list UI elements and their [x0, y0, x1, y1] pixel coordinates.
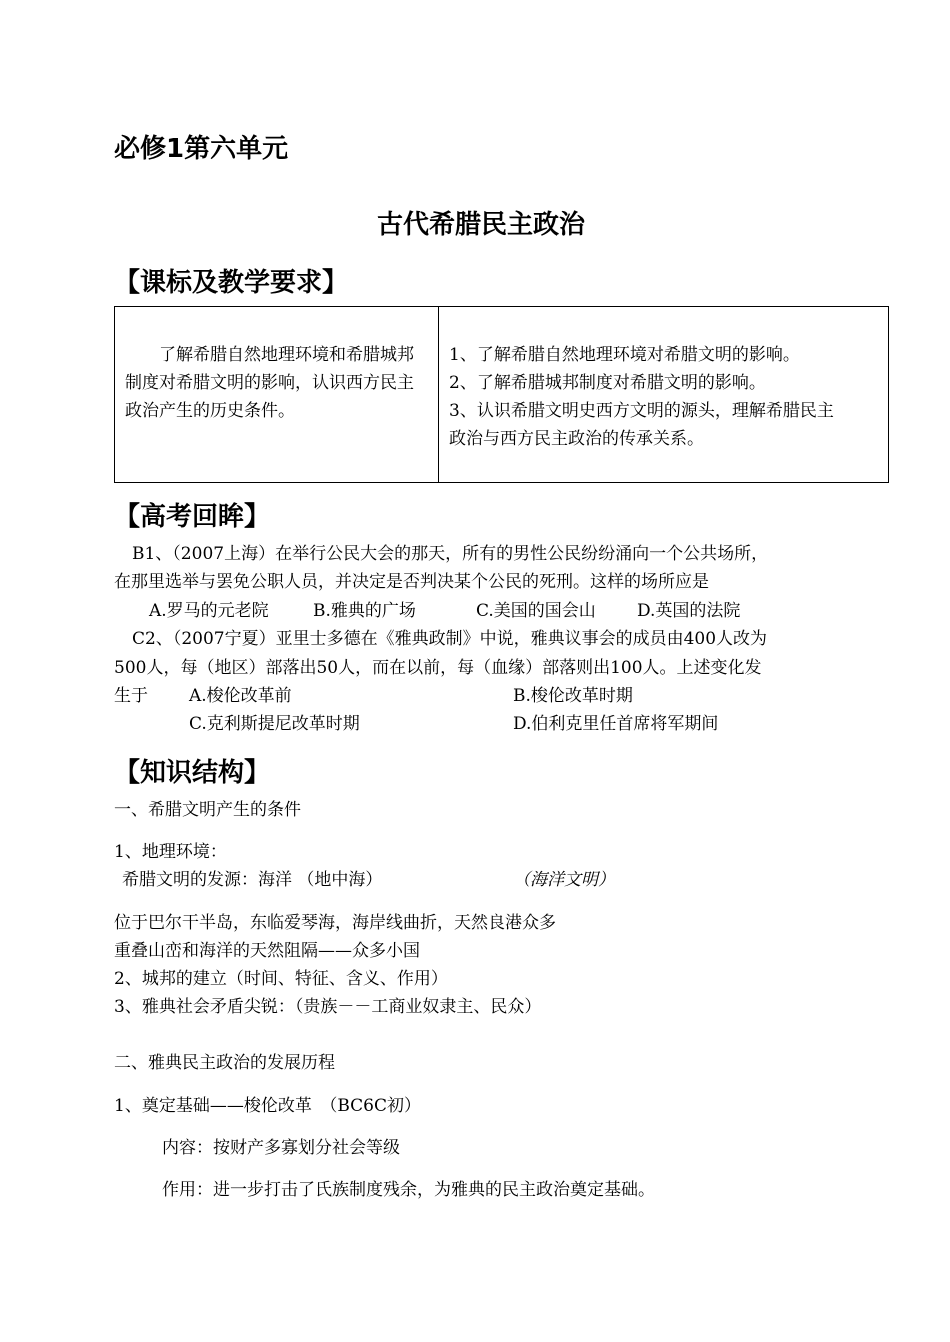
- q1-line1: B1、（2007上海）在举行公民大会的那天，所有的男性公民纷纷涌向一个公共场所，: [132, 544, 769, 564]
- q1-option-b: B.雅典的广场: [313, 601, 416, 621]
- q2-option-b: B.梭伦改革时期: [513, 686, 633, 706]
- structure-item3: 3、雅典社会矛盾尖锐：（贵族－－工商业奴隶主、民众）: [114, 997, 542, 1017]
- structure-item2: 2、城邦的建立（时间、特征、含义、作用）: [114, 969, 448, 989]
- requirement-item: 1、了解希腊自然地理环境对希腊文明的影响。: [449, 345, 800, 365]
- requirements-table: [114, 306, 889, 483]
- geo-line1: 位于巴尔干半岛，东临爱琴海，海岸线曲折，天然良港众多: [114, 913, 556, 933]
- requirements-right-cell: [439, 307, 889, 483]
- q2-line3-prefix: 生于: [114, 686, 148, 706]
- requirement-item: 3、认识希腊文明史西方文明的源头，理解希腊民主: [449, 401, 834, 421]
- requirement-item: 2、了解希腊城邦制度对希腊文明的影响。: [449, 373, 766, 393]
- q2-line1: C2、（2007宁夏）亚里士多德在《雅典政制》中说，雅典议事会的成员由400人改为: [132, 629, 768, 649]
- requirement-item: 政治与西方民主政治的传承关系。: [449, 429, 704, 449]
- solon-effect: 作用：进一步打击了氏族制度残余，为雅典的民主政治奠定基础。: [162, 1180, 655, 1200]
- section-standards: 【课标及教学要求】: [114, 268, 349, 298]
- part2-title: 二、雅典民主政治的发展历程: [114, 1053, 335, 1073]
- q1-option-d: D.英国的法院: [637, 601, 741, 621]
- geo-type: （海洋文明）: [513, 870, 615, 890]
- solon-title: 1、奠定基础——梭伦改革 （BC6C初）: [114, 1096, 421, 1116]
- geo-title: 1、地理环境：: [114, 842, 227, 862]
- geo-source: 希腊文明的发源：海洋 （地中海）: [122, 870, 383, 890]
- lesson-title: 古代希腊民主政治: [376, 210, 585, 240]
- q2-option-d: D.伯利克里任首席将军期间: [513, 714, 719, 734]
- q2-option-a: A.梭伦改革前: [189, 686, 292, 706]
- section-structure: 【知识结构】: [114, 758, 271, 788]
- section-review: 【高考回眸】: [114, 502, 271, 532]
- unit-heading: 必修1第六单元: [114, 134, 289, 164]
- q1-option-a: A.罗马的元老院: [149, 601, 269, 621]
- part1-title: 一、希腊文明产生的条件: [114, 800, 301, 820]
- requirements-left-cell: [115, 307, 439, 483]
- solon-content: 内容：按财产多寡划分社会等级: [162, 1138, 400, 1158]
- q1-line2: 在那里选举与罢免公职人员，并决定是否判决某个公民的死刑。这样的场所应是: [114, 572, 709, 592]
- q2-option-c: C.克利斯提尼改革时期: [189, 714, 360, 734]
- q1-option-c: C.美国的国会山: [476, 601, 596, 621]
- q2-line2: 500人，每（地区）部落出50人，而在以前，每（血缘）部落则出100人。上述变化发: [114, 658, 762, 678]
- requirements-left-text: 了解希腊自然地理环境和希腊城邦制度对希腊文明的影响，认识西方民主政治产生的历史条件。: [125, 345, 414, 421]
- geo-line2: 重叠山峦和海洋的天然阻隔——众多小国: [114, 941, 420, 961]
